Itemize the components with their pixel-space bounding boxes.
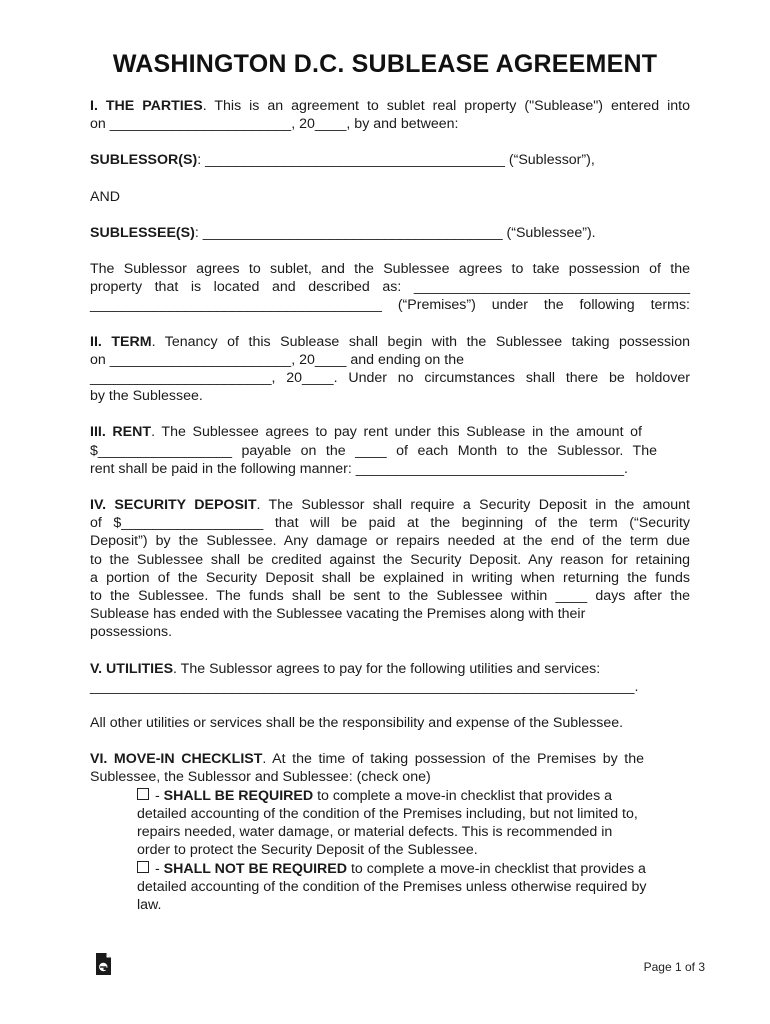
eforms-logo-icon: [94, 952, 112, 976]
rent-heading: III. RENT: [90, 424, 152, 441]
utilities-heading: V. UTILITIES: [90, 660, 174, 677]
checkbox-shall-not-be-required[interactable]: [137, 861, 149, 873]
sublessee-label: SUBLESSEE(S): [90, 224, 195, 241]
section-move-in-checklist: VI. MOVE-IN CHECKLIST. At the time of taking possession of the Premises by the Sublessee, the Sublessor and Sublessee: (check one) - SHALL BE REQUIRED to complete a move-in checklist that provides a detailed accounting of the condition of the Premises including, but not limited to, repairs needed, water damage, or material defects. This is recommended in order to protect the Security Deposit of the Sublessee. - SHALL NOT BE REQUIRED to complete a move-in checklist that provides a detailed accounting of the condition of the Premises unless otherwise required by law.: [90, 750, 690, 914]
premises-paragraph: The Sublessor agrees to sublet, and the Sublessee agrees to take possession of the property that is located and described as: ___________________________________ _____________________________________ (“Premises”) under the following terms:: [90, 261, 690, 314]
term-heading: II. TERM: [90, 333, 152, 350]
sublessor-label: SUBLESSOR(S): [90, 152, 198, 169]
deposit-heading: IV. SECURITY DEPOSIT: [90, 497, 257, 514]
sublessee-row: [90, 224, 690, 242]
parties-line-2: on _______________________, 20____, by and between:: [90, 116, 459, 133]
page-number: Page 1 of 3: [643, 960, 705, 974]
checkbox-shall-be-required[interactable]: [137, 788, 149, 800]
and-text: AND: [90, 188, 120, 205]
checklist-option-not-required: - SHALL NOT BE REQUIRED to complete a move-in checklist that provides a detailed accounting of the condition of the Premises unless otherwise required by law.: [137, 860, 647, 913]
sublessee-field: : ______________________________________ (“Sublessee”).: [194, 224, 596, 241]
utilities-field: _____________________________________________________________________.: [90, 678, 639, 695]
utilities-other: All other utilities or services shall be the responsibility and expense of the Sublessee.: [90, 715, 624, 732]
section-parties: [90, 97, 690, 133]
sublessor-field: : ______________________________________ (“Sublessor”),: [197, 152, 595, 169]
checklist-heading: VI. MOVE-IN CHECKLIST: [90, 751, 263, 768]
sublessor-row: [90, 151, 690, 169]
section-rent: III. RENT. The Sublessee agrees to pay rent under this Sublease in the amount of $_________________ payable on the ____ of each Month to the Sublessor. The rent shall be paid in the following manner: __________________________________.: [90, 424, 657, 477]
document-body: [90, 97, 690, 914]
section-term: II. TERM. Tenancy of this Sublease shall begin with the Sublessee taking possession on _______________________, 20____ and ending on the _______________________, 20____. Under no circumstances shall there be holdover by the Sublessee.: [90, 333, 690, 405]
and-row: [90, 188, 690, 206]
parties-line-1: I. THE PARTIES. This is an agreement to sublet real property ("Sublease") entered into: [90, 98, 690, 114]
checklist-option-required: - SHALL BE REQUIRED to complete a move-in checklist that provides a detailed accounting of the condition of the Premises including, but not limited to, repairs needed, water damage, or material defects. This is recommended in order to protect the Security Deposit of the Sublessee.: [137, 787, 638, 859]
parties-heading: I. THE PARTIES: [90, 98, 203, 114]
document-title: WASHINGTON D.C. SUBLEASE AGREEMENT: [112, 50, 658, 78]
section-security-deposit: IV. SECURITY DEPOSIT. The Sublessor shall require a Security Deposit in the amount of $__________________ that will be paid at the beginning of the term (“Security Deposit”) by the Sublessee. Any damage or repairs needed at the end of the term due to the Sublessee shall be credited against the Security Deposit. Any reason for retaining a portion of the Security Deposit shall be explained in writing when returning the funds to the Sublessee. The funds shall be sent to the Sublessee within ____ days after the Sublease has ended with the Sublessee vacating the Premises along with their possessions.: [90, 497, 690, 641]
section-utilities: V. UTILITIES. The Sublessor agrees to pay for the following utilities and services: _____________________________________________________________________.: [90, 660, 690, 696]
